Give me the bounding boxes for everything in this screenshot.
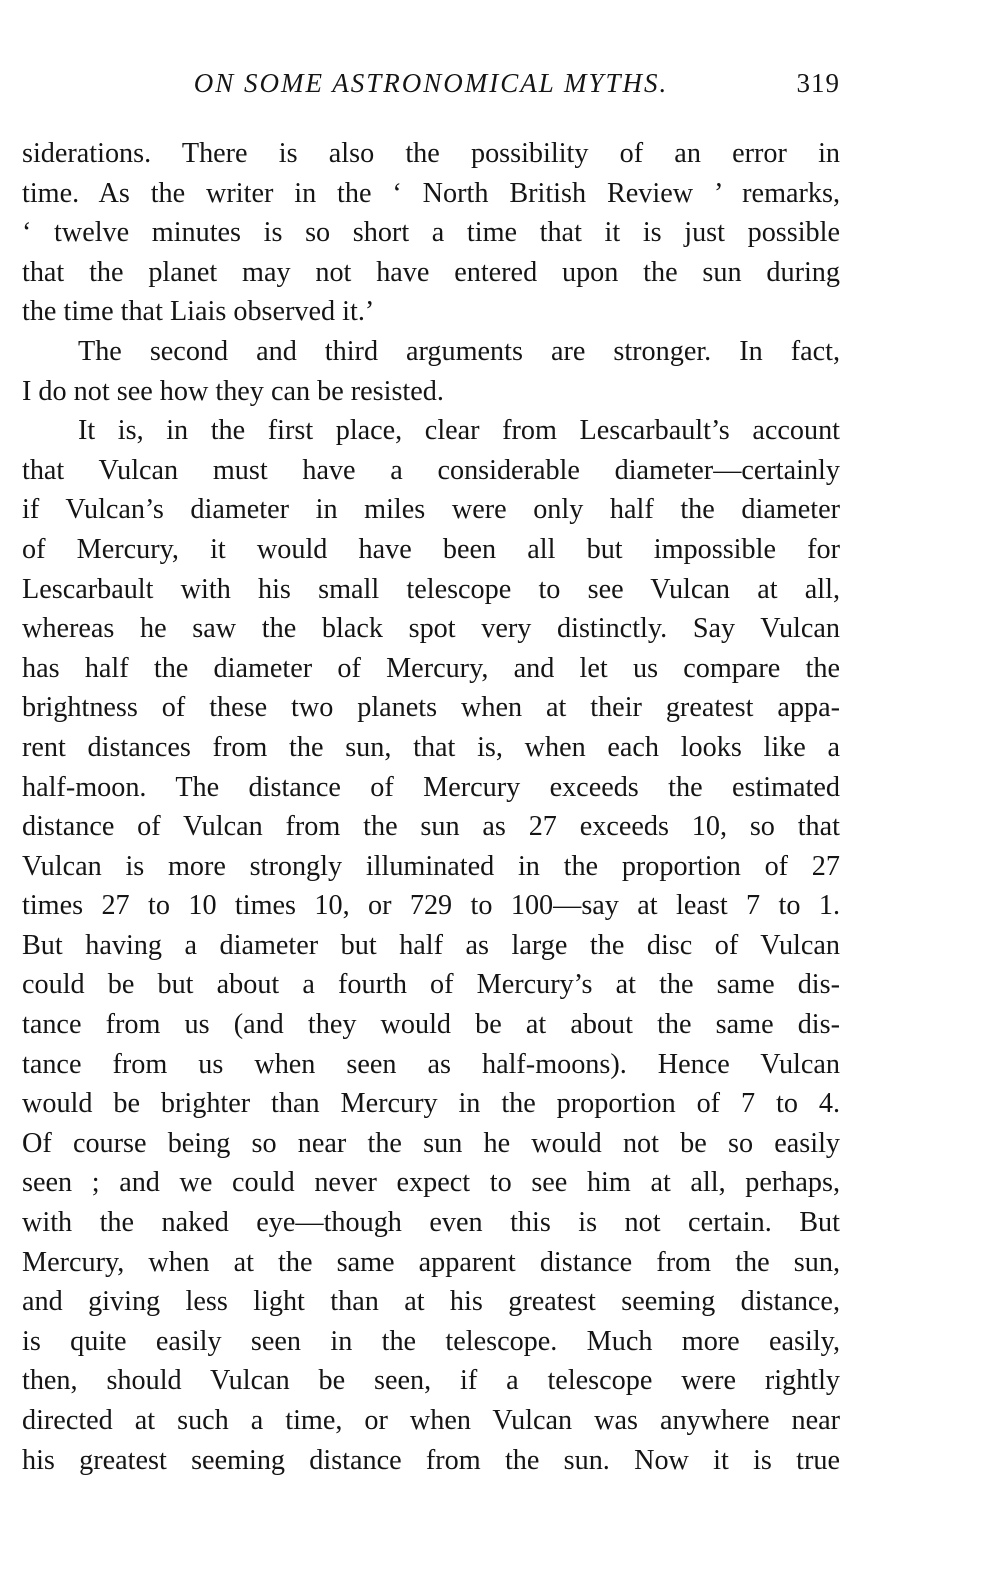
- text-line: distance of Vulcan from the sun as 27 exceeds 10, so that: [22, 811, 840, 843]
- text-line: Mercury, when at the same apparent distance from the sun,: [22, 1246, 840, 1278]
- text-line: seen ; and we could never expect to see him at all, perhaps,: [22, 1167, 840, 1199]
- text-line: directed at such a time, or when Vulcan was anywhere near: [22, 1405, 840, 1436]
- text-line: Vulcan is more strongly illuminated in the proportion of 27: [22, 850, 840, 882]
- text-line: It is, in the first place, clear from Lescarbault’s account: [78, 415, 840, 447]
- text-line: tance from us (and they would be at about the same dis-: [22, 1009, 840, 1041]
- text-line: time. As the writer in the ‘ North British Review ’ remarks,: [22, 177, 840, 209]
- text-line: tance from us when seen as half-moons). Hence Vulcan: [22, 1048, 840, 1080]
- text-line: and giving less light than at his greatest seeming distance,: [22, 1286, 840, 1318]
- text-line: The second and third arguments are stronger. In fact,: [78, 335, 840, 367]
- text-line: I do not see how they can be resisted.: [22, 375, 444, 407]
- text-line: Lescarbault with his small telescope to see Vulcan at all,: [22, 573, 840, 605]
- text-line: is quite easily seen in the telescope. Much more easily,: [22, 1325, 840, 1357]
- running-title: ON SOME ASTRONOMICAL MYTHS.: [193, 68, 669, 98]
- text-line: with the naked eye—though even this is not certain. But: [22, 1207, 840, 1239]
- text-line: brightness of these two planets when at their greatest appa-: [22, 692, 840, 724]
- text-line: has half the diameter of Mercury, and let us compare the: [22, 652, 840, 684]
- body-text: [22, 134, 840, 1480]
- text-line: then, should Vulcan be seen, if a telescope were rightly: [22, 1365, 840, 1397]
- text-line: that the planet may not have entered upon the sun during: [22, 256, 840, 288]
- text-line: siderations. There is also the possibility of an error in: [22, 138, 840, 169]
- text-line: could be but about a fourth of Mercury’s at the same dis-: [22, 969, 840, 1001]
- paragraph: [22, 411, 840, 1480]
- paragraph: [22, 134, 840, 332]
- paragraph: [22, 332, 840, 411]
- text-line: the time that Liais observed it.’: [22, 296, 375, 328]
- text-line: if Vulcan’s diameter in miles were only half the diameter: [22, 494, 840, 526]
- text-line: of Mercury, it would have been all but impossible for: [22, 533, 840, 565]
- text-line: half-moon. The distance of Mercury exceeds the estimated: [22, 771, 840, 803]
- text-line: But having a diameter but half as large the disc of Vulcan: [22, 929, 840, 961]
- text-line: ‘ twelve minutes is so short a time that it is just possible: [22, 217, 840, 249]
- page-header: [22, 68, 840, 108]
- text-line: whereas he saw the black spot very distinctly. Say Vulcan: [22, 613, 840, 645]
- text-line: would be brighter than Mercury in the proportion of 7 to 4.: [22, 1088, 840, 1120]
- text-line: that Vulcan must have a considerable diameter—certainly: [22, 454, 840, 486]
- page-number: 319: [796, 68, 840, 98]
- text-line: Of course being so near the sun he would not be so easily: [22, 1127, 840, 1159]
- text-line: rent distances from the sun, that is, when each looks like a: [22, 731, 840, 763]
- text-line: his greatest seeming distance from the sun. Now it is true: [22, 1444, 840, 1476]
- text-line: times 27 to 10 times 10, or 729 to 100—say at least 7 to 1.: [22, 890, 840, 922]
